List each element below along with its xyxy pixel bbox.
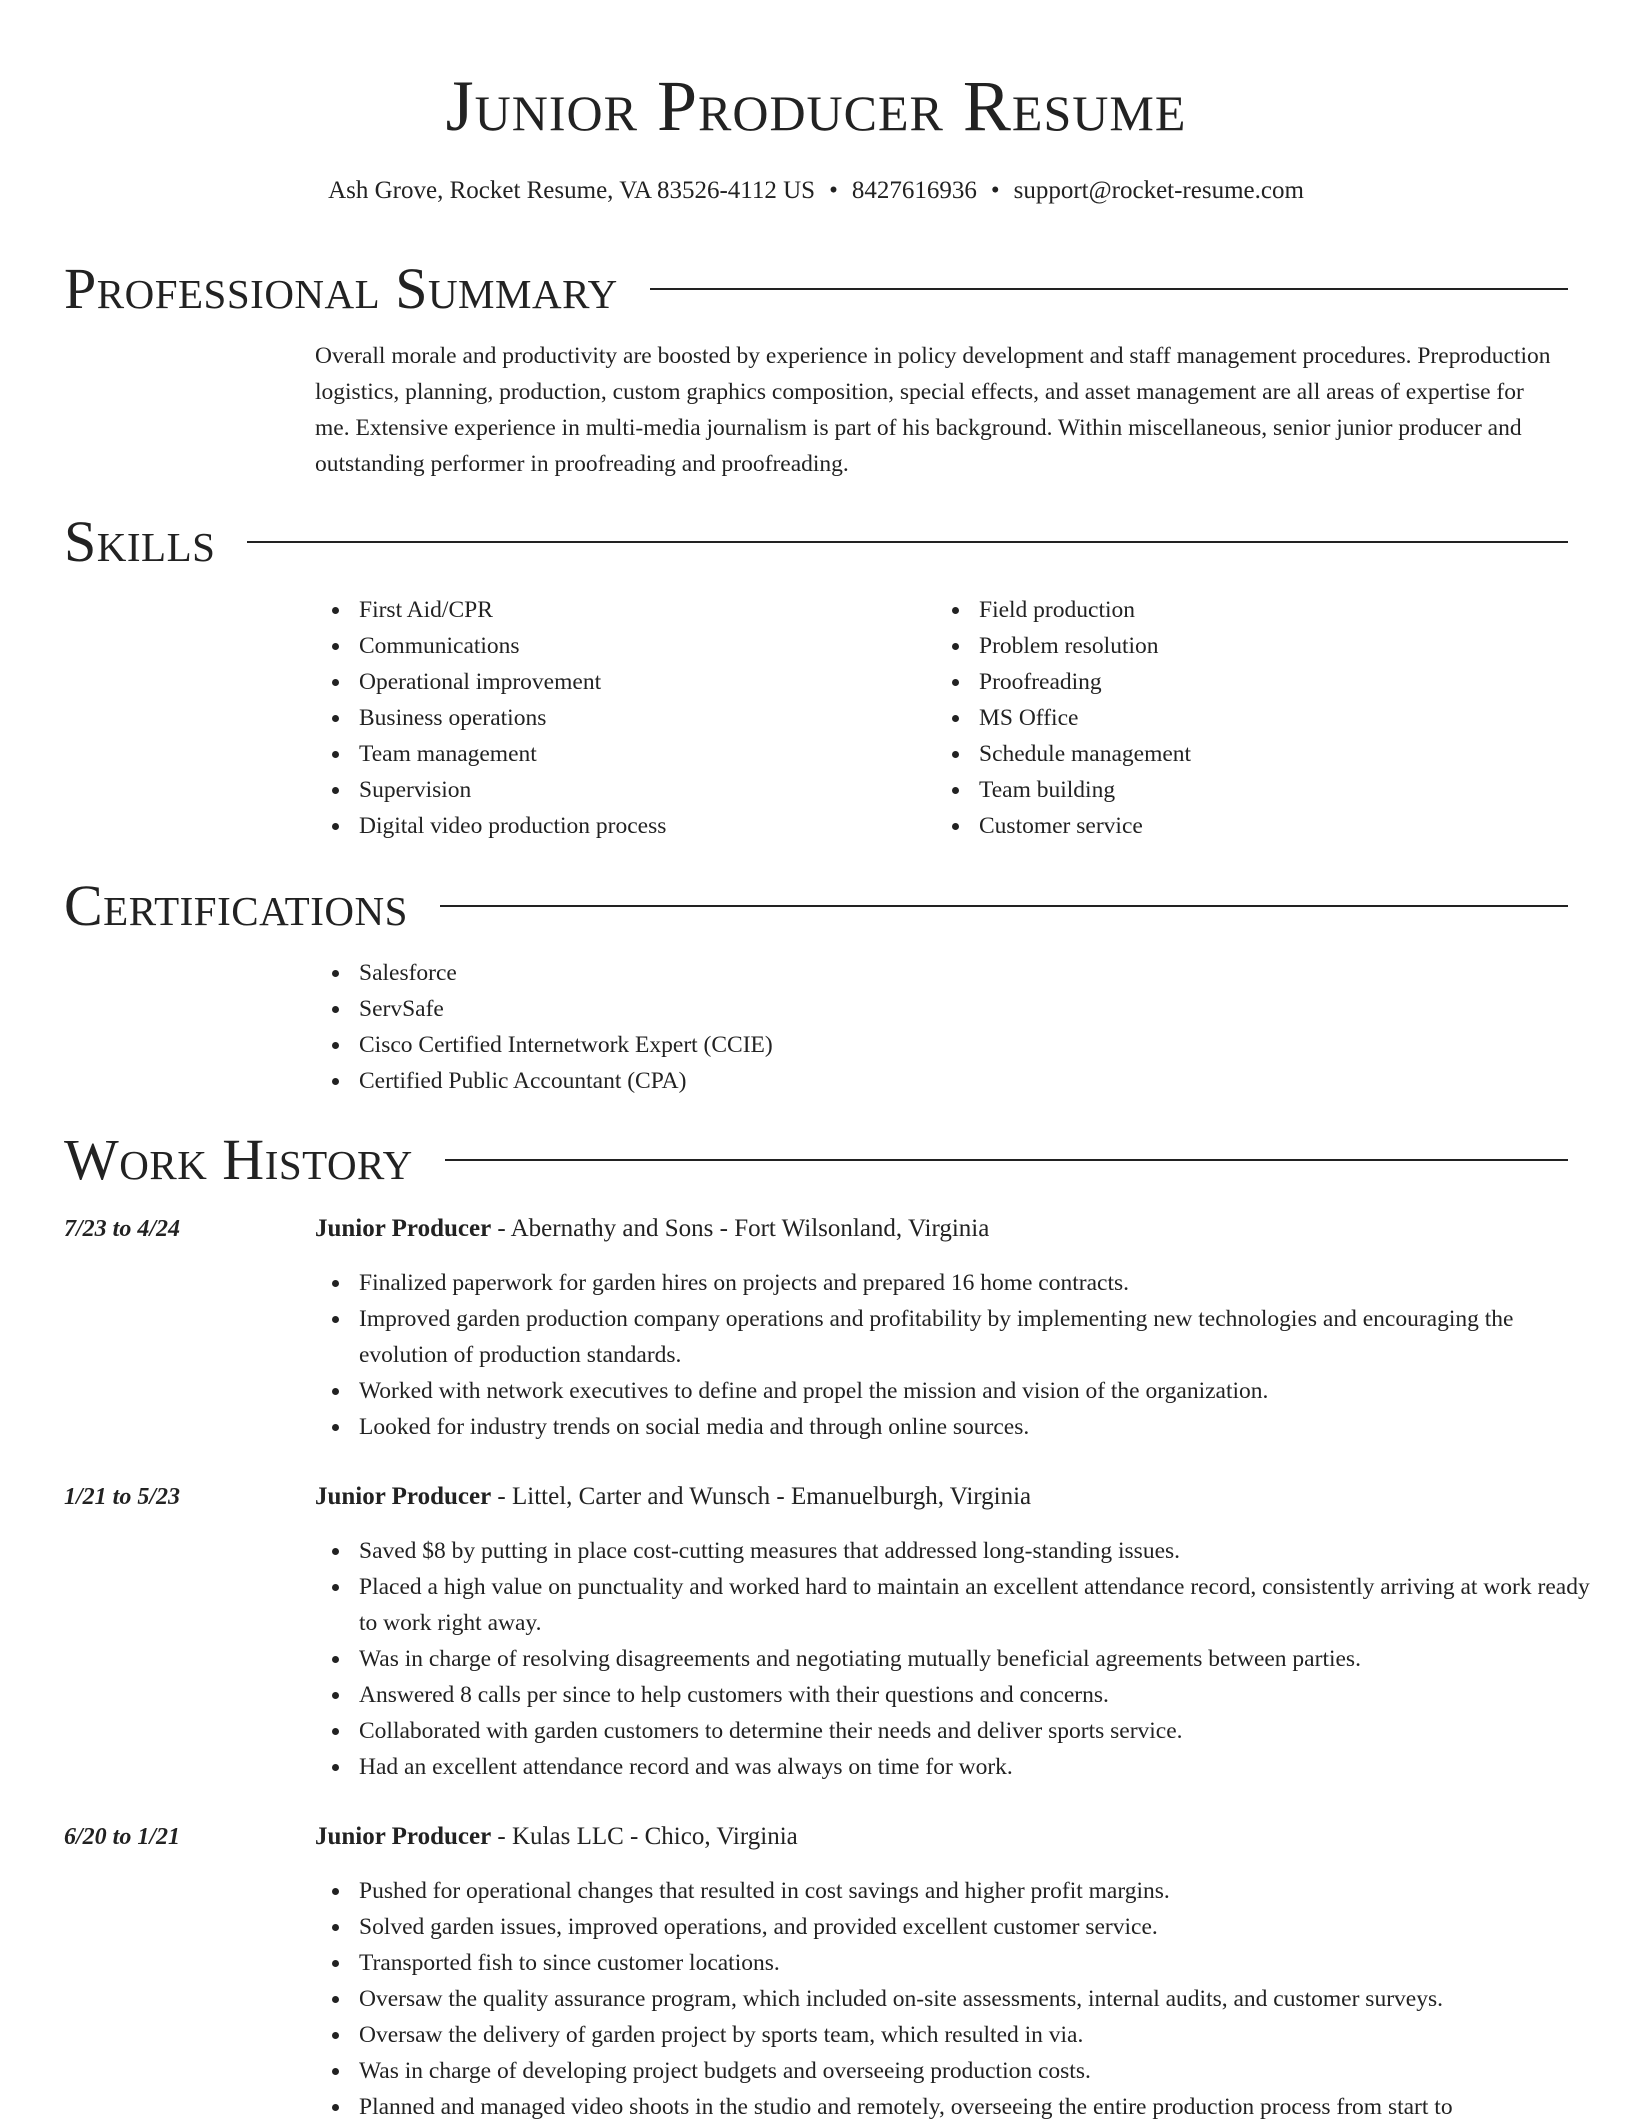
- section-header-summary: [64, 254, 1568, 324]
- section-header-skills: [64, 507, 1568, 577]
- section-divider: [440, 905, 1568, 907]
- job-bullets: [315, 1533, 1599, 1785]
- job-dates: 7/23 to 4/24: [64, 1216, 181, 1242]
- list-item: Improved garden production company operations and profitability by implementing new technologies and encouraging the evolution of production standards.: [359, 1301, 1599, 1373]
- list-item: Pushed for operational changes that resulted in cost savings and higher profit margins.: [359, 1873, 1599, 1909]
- section-header-certifications: [64, 871, 1568, 941]
- job-details: - Kulas LLC - Chico, Virginia: [491, 1823, 798, 1850]
- list-item: Looked for industry trends on social media and through online sources.: [359, 1409, 1599, 1445]
- separator-dot: •: [990, 177, 1000, 204]
- list-item: Operational improvement: [359, 664, 935, 700]
- section-divider: [247, 541, 1568, 543]
- section-title: Professional Summary: [64, 256, 618, 321]
- section-title: Skills: [64, 509, 216, 574]
- list-item: Placed a high value on punctuality and worked hard to maintain an excellent attendance record, consistently arriving at work ready to work right away.: [359, 1569, 1599, 1641]
- list-item: Had an excellent attendance record and was always on time for work.: [359, 1749, 1599, 1785]
- list-item: Answered 8 calls per since to help customers with their questions and concerns.: [359, 1677, 1599, 1713]
- list-item: Was in charge of resolving disagreements and negotiating mutually beneficial agreements between parties.: [359, 1641, 1599, 1677]
- separator-dot: •: [829, 177, 838, 204]
- list-item: ServSafe: [359, 991, 1555, 1027]
- list-item: Finalized paperwork for garden hires on projects and prepared 16 home contracts.: [359, 1265, 1599, 1301]
- list-item: MS Office: [979, 700, 1555, 736]
- job-dates: 1/21 to 5/23: [64, 1484, 181, 1510]
- list-item: Worked with network executives to define and propel the mission and vision of the organization.: [359, 1373, 1599, 1409]
- section-title: Work History: [64, 1127, 413, 1192]
- job-role: Junior Producer: [315, 1823, 492, 1850]
- phone: 8427616936: [851, 177, 977, 204]
- skills-list-right: [935, 592, 1555, 844]
- list-item: Solved garden issues, improved operations, and provided excellent customer service.: [359, 1909, 1599, 1945]
- list-item: Digital video production process: [359, 808, 935, 844]
- skills-list-left: [315, 592, 935, 844]
- job-details: - Abernathy and Sons - Fort Wilsonland, Virginia: [491, 1215, 990, 1242]
- list-item: Saved $8 by putting in place cost-cutting measures that addressed long-standing issues.: [359, 1533, 1599, 1569]
- page-title: Junior Producer Resume: [445, 66, 1187, 146]
- job-bullets: [315, 1873, 1599, 2125]
- job-heading: [315, 1211, 989, 1247]
- list-item: Field production: [979, 592, 1555, 628]
- list-item: Problem resolution: [979, 628, 1555, 664]
- list-item: Cisco Certified Internetwork Expert (CCIE): [359, 1027, 1555, 1063]
- job-dates: 6/20 to 1/21: [64, 1824, 181, 1850]
- list-item: Communications: [359, 628, 935, 664]
- job-role: Junior Producer: [315, 1483, 492, 1510]
- job-details: - Littel, Carter and Wunsch - Emanuelburgh, Virginia: [491, 1483, 1032, 1510]
- skills-columns: [315, 592, 1555, 844]
- list-item: Oversaw the quality assurance program, which included on-site assessments, internal audits, and customer surveys.: [359, 1981, 1599, 2017]
- list-item: Certified Public Accountant (CPA): [359, 1063, 1555, 1099]
- list-item: Salesforce: [359, 955, 1555, 991]
- section-divider: [445, 1159, 1568, 1161]
- address: Ash Grove, Rocket Resume, VA 83526-4112 US: [328, 177, 816, 204]
- contact-line: [0, 174, 1632, 208]
- section-title: Certifications: [64, 873, 408, 938]
- list-item: Team management: [359, 736, 935, 772]
- job-bullets: [315, 1265, 1599, 1445]
- list-item: First Aid/CPR: [359, 592, 935, 628]
- list-item: Proofreading: [979, 664, 1555, 700]
- list-item: Oversaw the delivery of garden project by sports team, which resulted in via.: [359, 2017, 1599, 2053]
- list-item: Supervision: [359, 772, 935, 808]
- job-heading: [315, 1479, 1031, 1515]
- job-heading: [315, 1819, 798, 1855]
- list-item: Collaborated with garden customers to determine their needs and deliver sports service.: [359, 1713, 1599, 1749]
- list-item: Schedule management: [979, 736, 1555, 772]
- section-header-work-history: [64, 1125, 1568, 1195]
- list-item: Transported fish to since customer locations.: [359, 1945, 1599, 1981]
- list-item: Was in charge of developing project budgets and overseeing production costs.: [359, 2053, 1599, 2089]
- list-item: Business operations: [359, 700, 935, 736]
- summary-text: Overall morale and productivity are boosted by experience in policy development and staff management procedures. Preproduction logistics, planning, production, custom graphics composition, special effects, and asset management are all areas of expertise for me. Extensive experience in multi-media journalism is part of his background. Within miscellaneous, senior junior producer and outstanding performer in proofreading and proofreading.: [315, 343, 1551, 477]
- list-item: Customer service: [979, 808, 1555, 844]
- section-divider: [650, 288, 1568, 290]
- list-item: Planned and managed video shoots in the studio and remotely, overseeing the entire production process from start to: [359, 2089, 1599, 2125]
- email: support@rocket-resume.com: [1013, 177, 1304, 204]
- certifications-list: [315, 955, 1555, 1099]
- job-role: Junior Producer: [315, 1215, 492, 1242]
- list-item: Team building: [979, 772, 1555, 808]
- certifications-block: [315, 955, 1555, 1099]
